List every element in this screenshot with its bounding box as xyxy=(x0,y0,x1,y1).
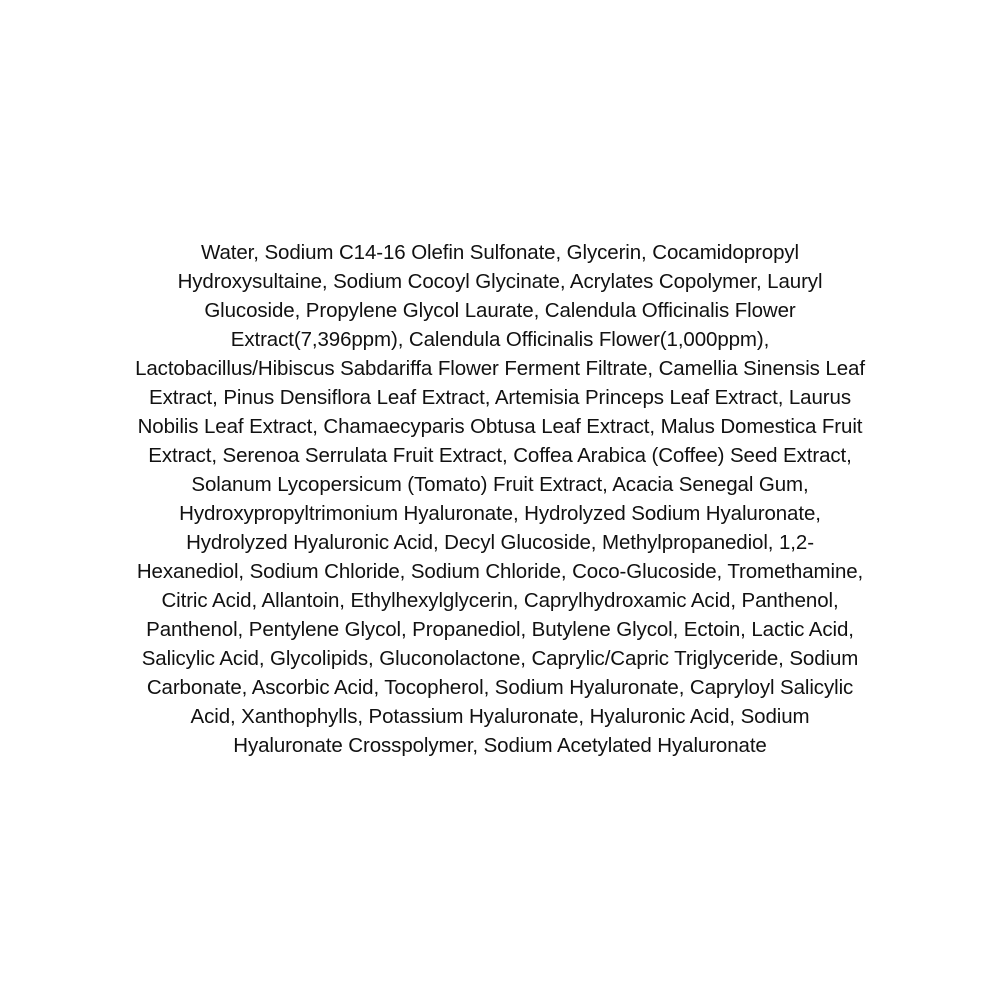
ingredient-line: Carbonate, Ascorbic Acid, Tocopherol, Sodium Hyaluronate, Capryloyl Salicylic xyxy=(146,676,854,699)
ingredient-list xyxy=(0,238,1000,760)
ingredient-line: Hexanediol, Sodium Chloride, Sodium Chloride, Coco-Glucoside, Tromethamine, xyxy=(136,560,864,583)
ingredient-line: Extract, Pinus Densiflora Leaf Extract, Artemisia Princeps Leaf Extract, Laurus xyxy=(149,386,851,409)
ingredient-line: Hyaluronate Crosspolymer, Sodium Acetylated Hyaluronate xyxy=(233,734,767,757)
ingredient-line: Acid, Xanthophylls, Potassium Hyaluronate, Hyaluronic Acid, Sodium xyxy=(190,705,810,728)
ingredient-line: Hydrolyzed Hyaluronic Acid, Decyl Glucoside, Methylpropanediol, 1,2- xyxy=(186,531,814,554)
ingredient-line: Lactobacillus/Hibiscus Sabdariffa Flower Ferment Filtrate, Camellia Sinensis Leaf xyxy=(135,357,865,380)
ingredient-line: Hydroxysultaine, Sodium Cocoyl Glycinate, Acrylates Copolymer, Lauryl xyxy=(177,270,823,293)
ingredient-line: Glucoside, Propylene Glycol Laurate, Calendula Officinalis Flower xyxy=(204,299,796,322)
ingredient-line: Solanum Lycopersicum (Tomato) Fruit Extract, Acacia Senegal Gum, xyxy=(191,473,809,496)
ingredient-line: Water, Sodium C14-16 Olefin Sulfonate, Glycerin, Cocamidopropyl xyxy=(201,241,799,264)
ingredient-line: Salicylic Acid, Glycolipids, Gluconolactone, Caprylic/Capric Triglyceride, Sodium xyxy=(141,647,859,670)
ingredient-line: Hydroxypropyltrimonium Hyaluronate, Hydrolyzed Sodium Hyaluronate, xyxy=(179,502,821,525)
ingredient-line: Panthenol, Pentylene Glycol, Propanediol, Butylene Glycol, Ectoin, Lactic Acid, xyxy=(146,618,854,641)
ingredient-line: Extract, Serenoa Serrulata Fruit Extract, Coffea Arabica (Coffee) Seed Extract, xyxy=(148,444,852,467)
ingredient-line: Nobilis Leaf Extract, Chamaecyparis Obtusa Leaf Extract, Malus Domestica Fruit xyxy=(137,415,863,438)
ingredient-line: Extract(7,396ppm), Calendula Officinalis Flower(1,000ppm), xyxy=(230,328,770,351)
ingredient-line: Citric Acid, Allantoin, Ethylhexylglycerin, Caprylhydroxamic Acid, Panthenol, xyxy=(161,589,839,612)
